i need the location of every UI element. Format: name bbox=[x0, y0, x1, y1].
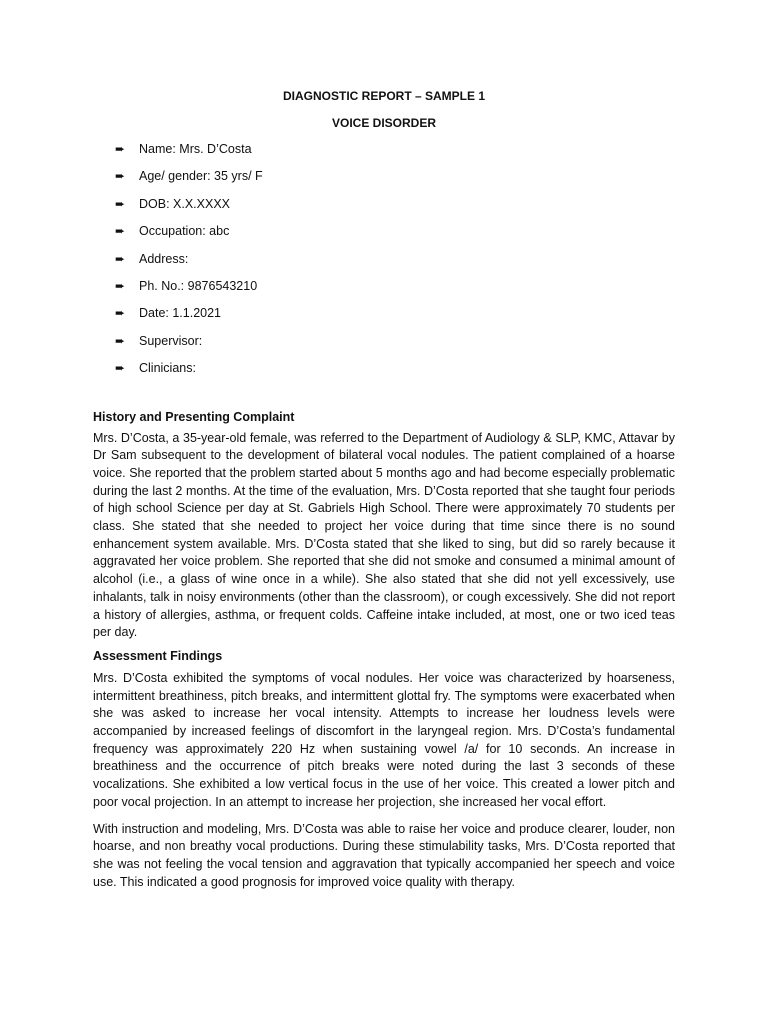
arrow-bullet-icon: ➨ bbox=[115, 306, 126, 321]
list-item bbox=[93, 360, 675, 387]
report-title: DIAGNOSTIC REPORT – SAMPLE 1 bbox=[282, 89, 486, 103]
arrow-bullet-icon: ➨ bbox=[115, 278, 126, 293]
field-name: Name: Mrs. D’Costa bbox=[139, 142, 252, 156]
field-dob: DOB: X.X.XXXX bbox=[139, 196, 231, 211]
field-clinicians: Clinicians: bbox=[139, 361, 196, 376]
report-page bbox=[93, 88, 675, 891]
field-age-gender: Age/ gender: 35 yrs/ F bbox=[139, 169, 263, 184]
arrow-bullet-icon: ➨ bbox=[115, 142, 126, 156]
field-occupation: Occupation: abc bbox=[139, 224, 230, 239]
field-address: Address: bbox=[139, 251, 189, 266]
arrow-bullet-icon: ➨ bbox=[115, 224, 126, 239]
report-subtitle: VOICE DISORDER bbox=[331, 116, 436, 130]
assessment-paragraph-1: Mrs. D’Costa exhibited the symptoms of vocal nodules. Her voice was characterized by hoarseness, intermittent breathiness, pitch breaks, and intermittent glottal fry. The symptoms were exacerbated when she was asked to increase her vocal intensity. Attempts to increase her loudness levels were accompanied by increased feelings of discomfort in the laryngeal region. Mrs. D’Costa’s fundamental frequency was approximately 220 Hz when sustaining vowel /a/ for 10 seconds. An increase in breathiness and the occurrence of pitch breaks were noted during the last 3 seconds of these vocalizations. She exhibited a low vertical focus in the use of her voice. This created a lower pitch and poor vocal projection. In an attempt to increase her projection, she increased her vocal effort. bbox=[93, 670, 675, 809]
field-supervisor: Supervisor: bbox=[139, 333, 203, 348]
list-item bbox=[93, 196, 675, 223]
history-heading: History and Presenting Complaint bbox=[93, 409, 295, 424]
list-item bbox=[93, 333, 675, 360]
field-phone: Ph. No.: 9876543210 bbox=[139, 278, 258, 293]
list-item bbox=[93, 305, 675, 332]
arrow-bullet-icon: ➨ bbox=[115, 333, 126, 348]
arrow-bullet-icon: ➨ bbox=[115, 196, 126, 211]
list-item bbox=[93, 141, 675, 168]
assessment-paragraph-2: With instruction and modeling, Mrs. D’Costa was able to raise her voice and produce clearer, louder, non hoarse, and non breathy vocal productions. During these stimulability tasks, Mrs. D’Costa reported that she was not feeling the vocal tension and aggravation that typically accompanied her speech and voice use. This indicated a good prognosis for improved voice quality with therapy. bbox=[93, 821, 675, 889]
arrow-bullet-icon: ➨ bbox=[115, 169, 126, 184]
list-item bbox=[93, 168, 675, 195]
arrow-bullet-icon: ➨ bbox=[115, 361, 126, 376]
arrow-bullet-icon: ➨ bbox=[115, 251, 126, 266]
history-paragraph: Mrs. D’Costa, a 35-year-old female, was referred to the Department of Audiology & SLP, KMC, Attavar by Dr Sam subsequent to the development of bilateral vocal nodules. The patient complained of a hoarse voice. She reported that the problem started about 5 months ago and had become especially problematic during the last 2 months. At the time of the evaluation, Mrs. D’Costa reported that she taught four periods of high school Science per day at St. Gabriels High School. There were approximately 70 students per class. She stated that she needed to project her voice during that time since there is no sound enhancement system available. Mrs. D’Costa stated that she liked to sing, but did so rarely because it aggravated her voice problem. She reported that she did not smoke and consumed a minimal amount of alcohol (i.e., a glass of wine once in a while). She also stated that she did not yell excessively, use inhalants, talk in noisy environments (other than the classroom), or cough excessively. She did not report a history of allergies, asthma, or frequent colds. Caffeine intake included, at most, one or two iced teas per day. bbox=[93, 430, 675, 640]
list-item bbox=[93, 278, 675, 305]
list-item bbox=[93, 251, 675, 278]
patient-details-list bbox=[93, 141, 675, 388]
field-date: Date: 1.1.2021 bbox=[139, 306, 222, 321]
list-item bbox=[93, 223, 675, 250]
assessment-heading: Assessment Findings bbox=[93, 648, 223, 663]
